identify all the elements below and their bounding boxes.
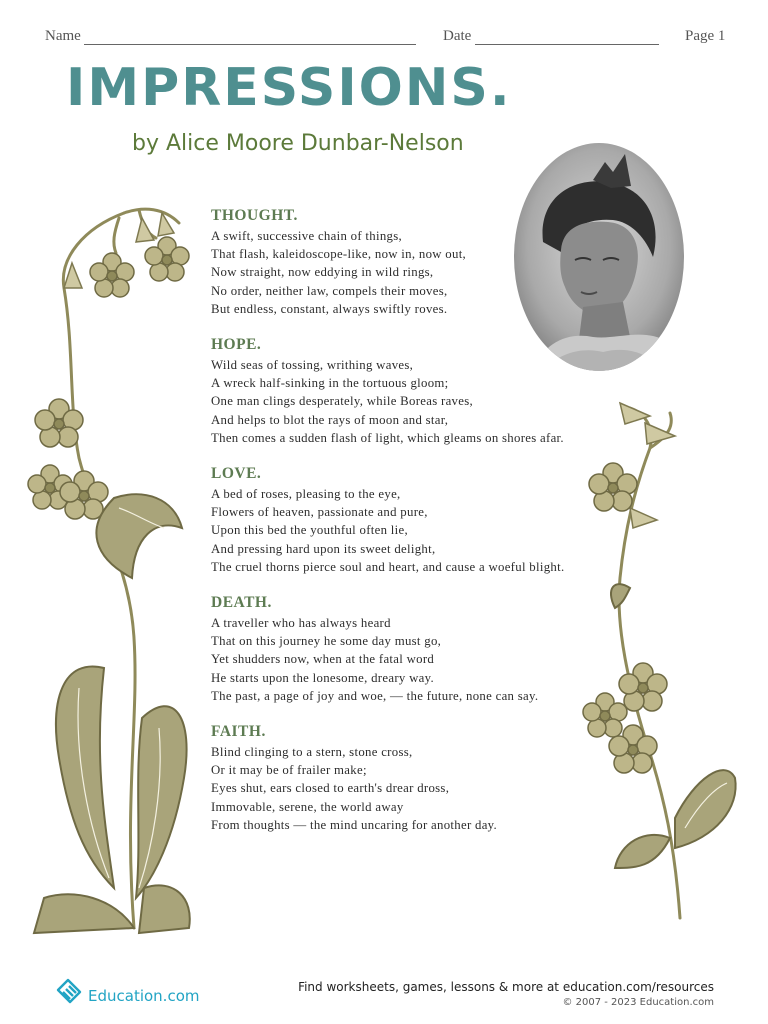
page-title: IMPRESSIONS. (66, 58, 512, 118)
poem-section (211, 464, 631, 576)
poem-line: Upon this bed the youthful often lie, (211, 523, 408, 538)
poem-line: No order, neither law, compels their moves, (211, 283, 448, 298)
footer-tagline[interactable]: Find worksheets, games, lessons & more at education.com/resources (298, 980, 714, 994)
poem-line: Now straight, now eddying in wild rings, (211, 265, 434, 280)
poem-line: One man clings desperately, while Boreas raves, (211, 394, 474, 409)
poem-line: But endless, constant, always swiftly roves. (211, 301, 448, 316)
left-floral-ornament (24, 198, 194, 938)
poem-line: From thoughts — the mind uncaring for another day. (211, 817, 498, 832)
poem-line: Then comes a sudden flash of light, which gleams on shores afar. (211, 430, 564, 445)
poem-line: And pressing hard upon its sweet delight, (211, 541, 436, 556)
poem-line: That on this journey he some day must go, (211, 634, 442, 649)
poem-line: Immovable, serene, the world away (211, 799, 404, 814)
poem-line: The past, a page of joy and woe, — the future, none can say. (211, 688, 539, 703)
poem-line: Eyes shut, ears closed to earth's drear dross, (211, 781, 450, 796)
poem-line: And helps to blot the rays of moon and star, (211, 412, 449, 427)
education-logo[interactable] (54, 972, 214, 1008)
poem-line: The cruel thorns pierce soul and heart, and cause a woeful blight. (211, 559, 565, 574)
poem-line: A traveller who has always heard (211, 616, 391, 631)
poem-section (211, 722, 631, 834)
poem-line: Or it may be of frailer make; (211, 763, 367, 778)
section-heading: HOPE. (211, 336, 262, 354)
poem-line: A bed of roses, pleasing to the eye, (211, 487, 401, 502)
author-byline: by Alice Moore Dunbar-Nelson (132, 131, 464, 156)
section-heading: DEATH. (211, 594, 272, 612)
poem-line: That flash, kaleidoscope-like, now in, now out, (211, 247, 467, 262)
poem-section (211, 593, 631, 705)
footer (298, 980, 714, 1008)
education-logo-text: Education.com (88, 987, 200, 1005)
poem-line: Flowers of heaven, passionate and pure, (211, 505, 428, 520)
poem-line: Blind clinging to a stern, stone cross, (211, 745, 413, 760)
date-line (475, 44, 659, 45)
poem-section (211, 206, 631, 318)
worksheet-header (0, 28, 768, 48)
date-label: Date (443, 28, 472, 44)
poem-body (211, 206, 631, 851)
footer-copyright: © 2007 - 2023 Education.com (562, 997, 714, 1008)
poem-line: Yet shudders now, when at the fatal word (211, 652, 435, 667)
page-label: Page 1 (685, 28, 726, 44)
section-heading: LOVE. (211, 465, 262, 483)
poem-line: Wild seas of tossing, writhing waves, (211, 358, 414, 373)
name-line (84, 44, 416, 45)
poem-line: A swift, successive chain of things, (211, 229, 402, 243)
section-heading: FAITH. (211, 723, 266, 741)
poem-line: He starts upon the lonesome, dreary way. (211, 670, 434, 685)
name-label: Name (45, 28, 81, 44)
poem-section (211, 335, 631, 447)
section-heading: THOUGHT. (211, 207, 298, 224)
education-logo-icon (54, 972, 86, 1006)
poem-line: A wreck half-sinking in the tortuous gloom; (211, 376, 449, 391)
